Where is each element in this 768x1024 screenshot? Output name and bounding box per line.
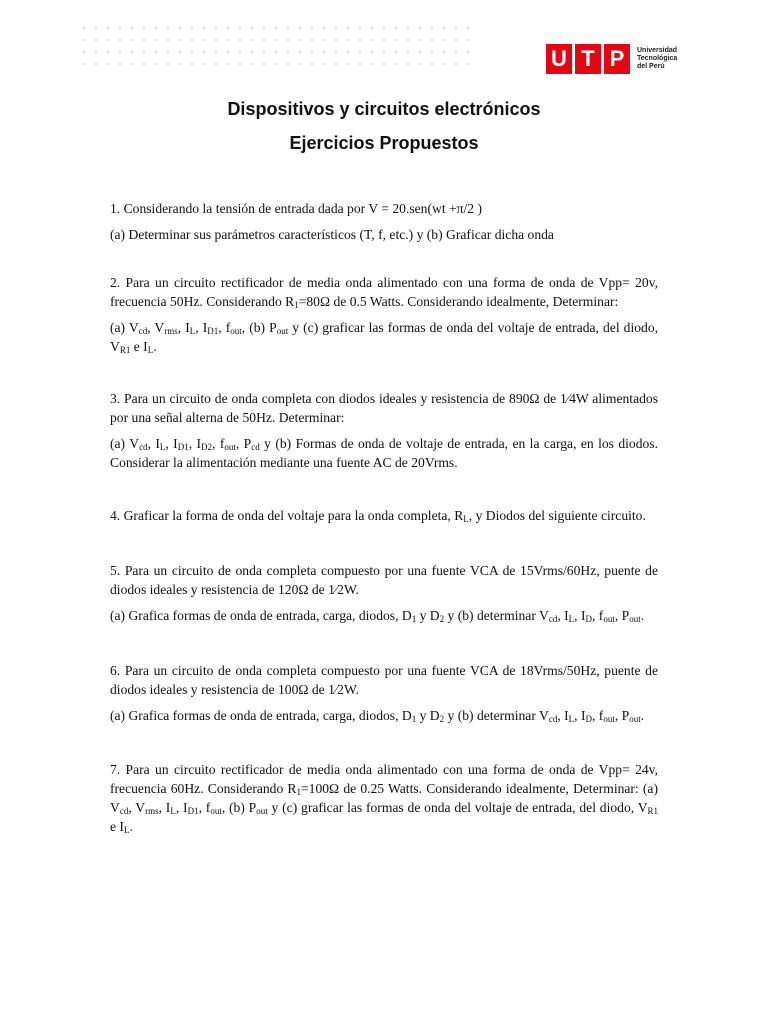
subscript: cd [251,442,260,452]
exercise-list [110,199,658,836]
subscript: out [603,714,615,724]
text-segment: , P [614,608,630,623]
subscript: L [170,806,176,816]
exercise-4-statement [110,506,658,525]
text-segment: (a) V [110,436,140,451]
text-segment: y (b) Formas de onda de voltaje de entrada, en la carga, en los diodos. Considerar la alimentación mediante una fuente AC de 20Vrms. [110,436,659,470]
text-segment: , f [591,608,604,623]
text-segment: . [640,608,645,623]
subscript: L [159,442,166,452]
subscript: out [256,806,268,816]
utp-logo [546,43,697,75]
subscript: out [603,614,615,624]
text-segment: , f [591,708,604,723]
subscript: D [585,714,592,724]
subscript: 1 [411,714,417,724]
logo-letter-p: P [604,44,630,74]
exercise-7 [110,760,658,836]
exercise-1-tasks: (a) Determinar sus parámetros característicos (T, f, etc.) y (b) Graficar dicha onda [110,227,554,242]
text-segment: , I [177,320,190,335]
subscript: out [210,806,222,816]
text-segment: . [153,339,157,354]
logo-letter-t: T [575,44,601,74]
text-segment: , I [574,608,586,623]
subscript: cd [138,326,148,336]
text-segment: y (b) determinar V [444,608,549,623]
text-segment: y (b) determinar V [444,708,549,723]
page-title: Dispositivos y circuitos electrónicos [227,99,541,119]
text-segment: . [640,708,645,723]
exercise-7-statement [110,760,658,836]
exercise-4-statement-subscript: L [463,514,469,524]
text-segment: , P [235,436,252,451]
exercise-2-statement-subscript: 1 [294,300,299,310]
text-segment: e I [110,819,124,834]
text-segment: , I [165,436,178,451]
subscript: L [568,614,575,624]
text-segment: . [129,819,133,834]
text-segment: , I [188,436,202,451]
text-segment: , (b) P [241,320,277,335]
decorative-dot-grid [78,22,478,72]
institution-line-3: del Perú [637,63,665,70]
subscript: out [276,326,289,336]
text-segment: (a) Grafica formas de onda de entrada, carga, diodos, D [110,608,412,623]
exercise-6-statement: 6. Para un circuito de onda completa compuesto por una fuente VCA de 18Vrms/50Hz, puente de diodos ideales y resistencia de 100Ω de 1⁄2W. [110,663,658,697]
text-segment: , I [175,800,188,815]
text-segment: y (c) graficar las formas de onda del voltaje de entrada, del diodo, V [110,320,659,354]
subscript: R1 [647,806,659,816]
exercise-3-tasks [110,434,658,472]
subscript: rms [145,806,159,816]
exercise-2-tasks [110,318,658,356]
exercise-5 [110,561,658,625]
subscript: cd [548,714,558,724]
subscript: D2 [201,442,213,452]
subscript: out [224,442,236,452]
text-segment: , I [195,320,208,335]
text-segment: e I [130,339,148,354]
subscript: D [585,614,592,624]
text-segment: , (b) P [221,800,257,815]
text-segment: (a) V [110,320,139,335]
institution-name [637,47,697,71]
subscript: cd [139,442,148,452]
subscript: out [629,614,641,624]
subscript: L [189,326,196,336]
text-segment: , f [198,800,211,815]
exercise-3 [110,389,658,472]
subscript: cd [548,614,558,624]
exercise-5-tasks [110,606,658,625]
subscript: D1 [177,442,189,452]
exercise-4-statement-part: , y Diodos del siguiente circuito. [468,508,646,523]
subscript: rms [164,326,178,336]
exercise-2-statement-part: 2. Para un circuito rectificador de media onda alimentado con una forma de onda de Vpp= 20v, frecuencia 50Hz. Considerando R [110,275,658,309]
subscript: D1 [207,326,219,336]
exercise-2 [110,273,658,356]
exercise-6-tasks [110,706,658,725]
subscript: 1 [411,614,417,624]
text-segment: , f [212,436,225,451]
text-segment: , V [147,320,165,335]
exercise-2-statement-part: =80Ω de 0.5 Watts. Considerando idealmente, Determinar: [298,294,619,309]
exercise-1 [110,199,658,244]
text-segment: =100Ω de 0.25 Watts. Considerando idealmente, Determinar: (a) V [110,781,658,815]
text-segment: , I [574,708,586,723]
logo-letter-u: U [546,44,572,74]
exercise-1-statement: 1. Considerando la tensión de entrada dada por V = 20.sen(wt +π/2 ) [110,201,483,216]
text-segment: , P [614,708,630,723]
text-segment: , I [557,708,569,723]
text-segment: y D [416,708,440,723]
text-segment: y (c) graficar las formas de onda del voltaje de entrada, del diodo, V [267,800,648,815]
page-subtitle: Ejercicios Propuestos [289,133,479,153]
exercise-4-statement-part: 4. Graficar la forma de onda del voltaje para la onda completa, R [110,508,464,523]
subscript: out [230,326,242,336]
subscript: out [629,714,641,724]
text-segment: (a) Grafica formas de onda de entrada, carga, diodos, D [110,708,412,723]
exercise-4 [110,506,658,525]
subscript: L [123,825,130,835]
text-segment: , V [128,800,146,815]
exercise-3-statement: 3. Para un circuito de onda completa con diodos ideales y resistencia de 890Ω de 1⁄4W alimentados por una señal alterna de 50Hz. Determinar: [110,391,658,425]
subscript: 1 [296,787,301,797]
subscript: cd [119,806,129,816]
institution-line-1: Universidad [637,47,678,54]
subscript: D1 [187,806,199,816]
subscript: R1 [119,345,131,355]
subscript: L [147,345,154,355]
text-segment: , I [557,608,569,623]
text-segment: y D [416,608,440,623]
text-segment: , I [147,436,160,451]
exercise-6 [110,661,658,725]
institution-line-2: Tecnológica [637,55,678,62]
text-segment: , I [158,800,171,815]
exercise-2-statement [110,273,658,311]
text-segment: , f [218,320,231,335]
subscript: L [568,714,575,724]
subscript: 2 [439,614,445,624]
subscript: 2 [439,714,445,724]
text-segment: 7. Para un circuito rectificador de media onda alimentado con una forma de onda de Vpp= 24v, frecuencia 60Hz. Considerando R [110,762,658,796]
exercise-5-statement: 5. Para un circuito de onda completa compuesto por una fuente VCA de 15Vrms/60Hz, puente de diodos ideales y resistencia de 120Ω de 1⁄2W. [110,563,658,597]
